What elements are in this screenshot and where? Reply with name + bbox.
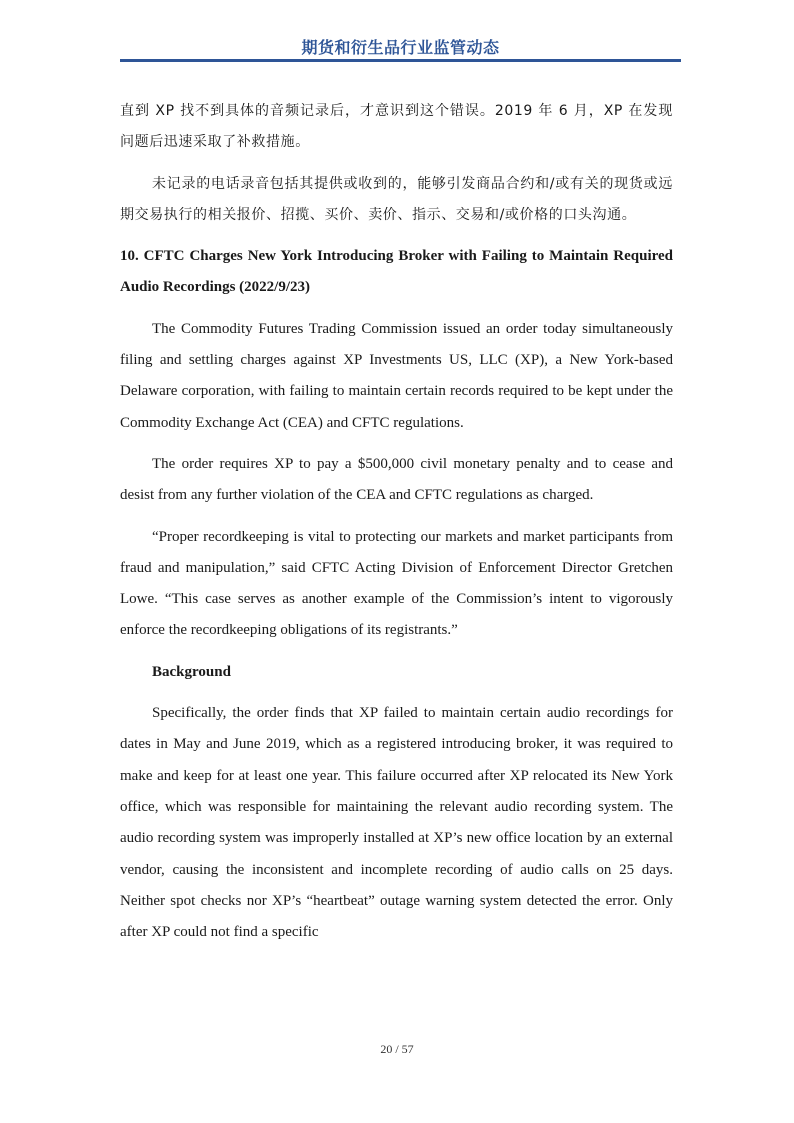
- document-body: [120, 96, 673, 958]
- running-header-title: 期货和衍生品行业监管动态: [301, 38, 500, 57]
- paragraph-background: Specifically, the order finds that XP failed to maintain certain audio recordings for dates in May and June 2019, which as a registered introducing broker, it was required to make and keep for at least one year. This failure occurred after XP relocated its New York office, which was responsible for maintaining the relevant audio recording system. The audio recording system was improperly installed at XP’s new office location by an external vendor, causing the inconsistent and incomplete recording of audio calls on 25 days. Neither spot checks nor XP’s “heartbeat” outage warning system detected the error. Only after XP could not find a specific: [120, 705, 673, 941]
- subheading-background: Background: [152, 663, 231, 680]
- paragraph-continuation: 直到 XP 找不到具体的音频记录后，才意识到这个错误。2019 年 6 月，XP 在发现问题后迅速采取了补救措施。: [120, 103, 673, 151]
- section-heading: 10. CFTC Charges New York Introducing Broker with Failing to Maintain Required Audio Recordings (2022/9/23): [120, 248, 673, 296]
- paragraph-penalty: The order requires XP to pay a $500,000 civil monetary penalty and to cease and desist from any further violation of the CEA and CFTC regulations as charged.: [120, 455, 673, 504]
- paragraph-order-issued: The Commodity Futures Trading Commission issued an order today simultaneously filing and settling charges against XP Investments US, LLC (XP), a New York-based Delaware corporation, with failing to maintain certain records required to be kept under the Commodity Exchange Act (CEA) and CFTC regulations.: [120, 320, 673, 431]
- header-divider: [120, 59, 681, 62]
- page-number: 20 / 57: [380, 1042, 414, 1056]
- paragraph-quote: “Proper recordkeeping is vital to protecting our markets and market participants from fraud and manipulation,” said CFTC Acting Division of Enforcement Director Gretchen Lowe. “This case serves as another example of the Commission’s intent to vigorously enforce the recordkeeping obligations of its registrants.”: [120, 528, 673, 639]
- paragraph-unrecorded-calls: 未记录的电话录音包括其提供或收到的，能够引发商品合约和/或有关的现货或远期交易执行的相关报价、招揽、买价、卖价、指示、交易和/或价格的口头沟通。: [120, 175, 673, 223]
